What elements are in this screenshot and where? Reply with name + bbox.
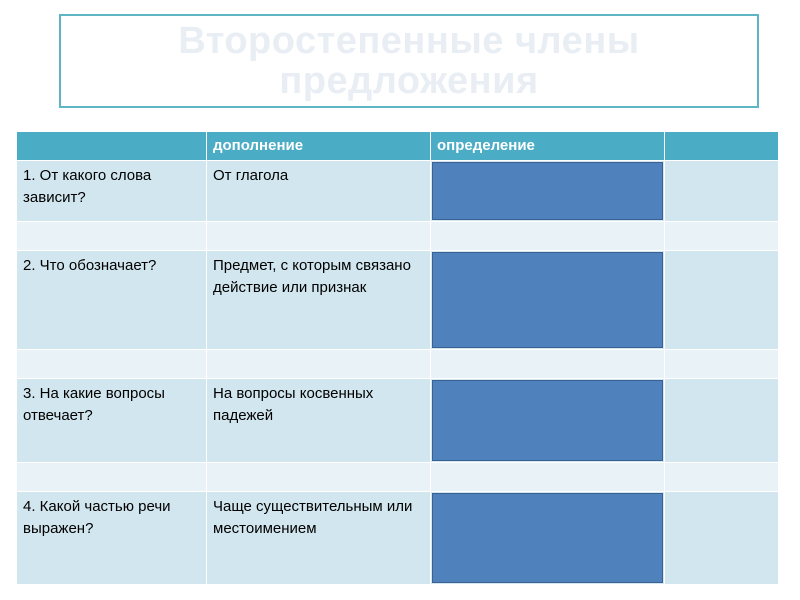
table-row	[17, 251, 779, 350]
question-cell: 1. От какого слова зависит?	[17, 161, 207, 222]
header-cell-opredelenie: определение	[431, 132, 665, 161]
question-cell: 4. Какой частью речи выражен?	[17, 492, 207, 585]
header-cell-extra	[665, 132, 779, 161]
table-row	[17, 379, 779, 463]
table-row	[17, 161, 779, 222]
header-cell-empty	[17, 132, 207, 161]
extra-cell	[665, 251, 779, 350]
spacer-row	[17, 463, 779, 492]
answer-cover-block[interactable]	[432, 493, 663, 583]
table-row	[17, 492, 779, 585]
answer-cover-block[interactable]	[432, 252, 663, 348]
extra-cell	[665, 492, 779, 585]
extra-cell	[665, 161, 779, 222]
spacer-row	[17, 350, 779, 379]
dopolnenie-cell: Предмет, с которым связано действие или признак	[207, 251, 431, 350]
answer-cover-block[interactable]	[432, 162, 663, 220]
dopolnenie-cell: От глагола	[207, 161, 431, 222]
opredelenie-cell	[431, 251, 665, 350]
title-line-1: Второстепенные члены	[178, 20, 640, 62]
spacer-row	[17, 222, 779, 251]
question-cell: 3. На какие вопросы отвечает?	[17, 379, 207, 463]
extra-cell	[665, 379, 779, 463]
dopolnenie-cell: Чаще существительным или местоимением	[207, 492, 431, 585]
title-box	[59, 14, 759, 108]
table-header-row	[17, 132, 779, 161]
opredelenie-cell	[431, 161, 665, 222]
header-cell-dopolnenie: дополнение	[207, 132, 431, 161]
dopolnenie-cell: На вопросы косвенных падежей	[207, 379, 431, 463]
question-cell: 2. Что обозначает?	[17, 251, 207, 350]
comparison-table	[16, 131, 779, 585]
opredelenie-cell	[431, 379, 665, 463]
answer-cover-block[interactable]	[432, 380, 663, 461]
opredelenie-cell	[431, 492, 665, 585]
slide-title	[178, 21, 639, 101]
title-line-2: предложения	[279, 60, 539, 102]
